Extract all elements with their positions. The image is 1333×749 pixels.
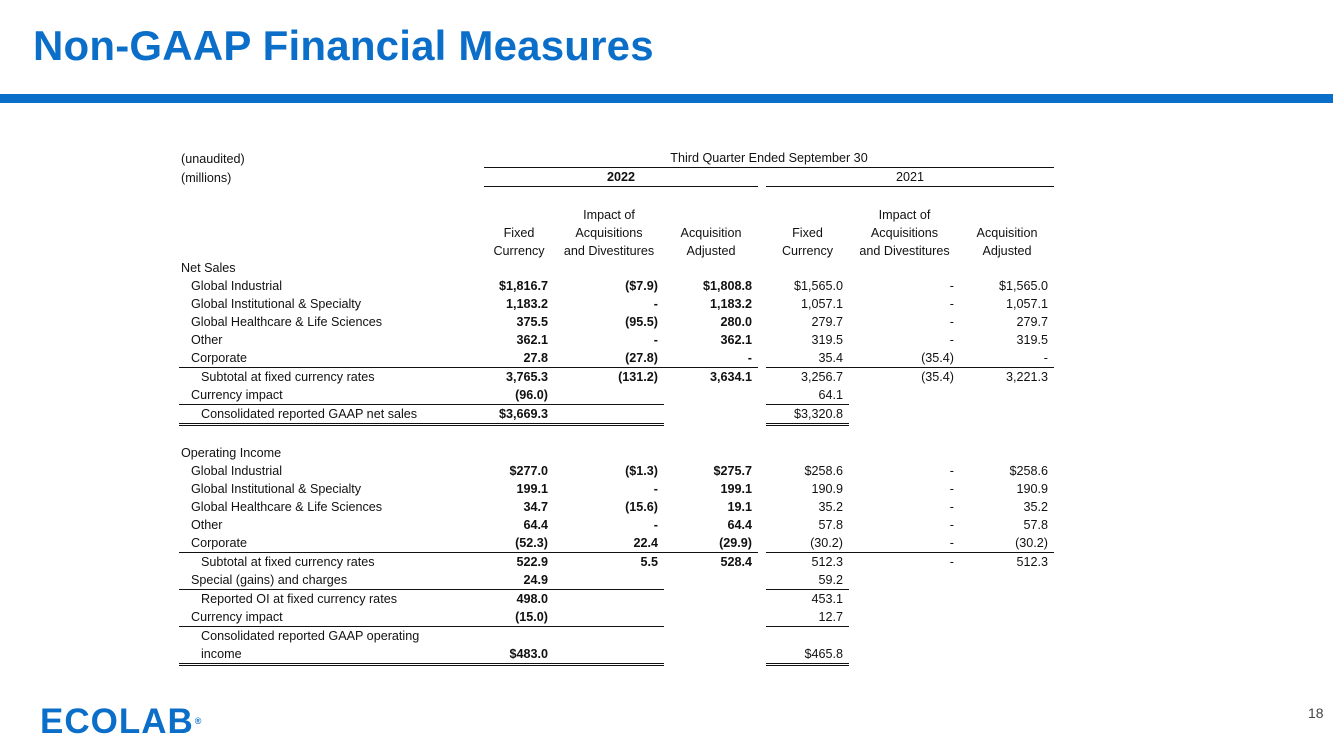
column-header: Acquisition	[976, 226, 1038, 240]
table-cell	[758, 405, 766, 425]
value-cell: (29.9)	[664, 534, 758, 553]
table-cell	[449, 313, 484, 331]
table-cell	[758, 571, 766, 590]
logo-text: ECOLAB	[40, 702, 194, 741]
table-cell	[554, 571, 664, 590]
section-heading: Net Sales	[181, 261, 236, 275]
year-2022-header: 2022	[484, 168, 758, 187]
table-cell	[179, 187, 1054, 206]
table-row	[179, 571, 1054, 590]
table-cell	[449, 277, 484, 295]
row-label: Global Institutional & Specialty	[191, 482, 362, 496]
table-cell	[449, 571, 484, 590]
value-cell: 362.1	[720, 333, 752, 347]
table-cell	[449, 608, 484, 627]
table-cell	[849, 645, 960, 665]
value-cell: $465.8	[766, 645, 849, 665]
table-row	[179, 223, 1054, 241]
table-cell	[758, 295, 766, 313]
table-cell	[449, 553, 484, 572]
table-cell	[758, 241, 766, 259]
year-2021-header: 2021	[766, 168, 1054, 187]
column-header: and Divestitures	[563, 244, 655, 258]
value-cell: -	[664, 349, 758, 368]
value-cell: -	[849, 534, 960, 553]
table-cell	[849, 571, 960, 590]
value-cell: 12.7	[766, 608, 849, 627]
row-label: Other	[191, 333, 223, 347]
table-cell	[449, 349, 484, 368]
millions-label: (millions)	[181, 170, 232, 185]
column-header: Currency	[781, 244, 834, 258]
value-cell: 3,634.1	[709, 370, 752, 384]
column-header: Acquisitions	[575, 226, 643, 240]
table-row	[179, 331, 1054, 349]
value-cell: (131.2)	[618, 370, 658, 384]
value-cell: $3,320.8	[766, 405, 849, 425]
table-cell	[554, 645, 664, 665]
title-underline	[0, 94, 1333, 103]
column-header: Acquisition	[680, 226, 742, 240]
value-cell: (30.2)	[766, 534, 849, 553]
table-cell	[849, 608, 960, 627]
column-header	[664, 205, 758, 223]
column-header: and Divestitures	[859, 244, 950, 258]
value-cell: -	[653, 333, 658, 347]
logo-registered-mark: ®	[194, 716, 202, 726]
value-cell: $3,669.3	[484, 405, 554, 425]
value-cell: ($1.3)	[625, 464, 658, 478]
value-cell: -	[949, 518, 954, 532]
value-cell: -	[949, 315, 954, 329]
section-heading: Operating Income	[181, 446, 282, 460]
row-label: Global Industrial	[191, 279, 283, 293]
table-row	[179, 590, 1054, 609]
row-label: Global Institutional & Specialty	[191, 297, 362, 311]
value-cell: $258.6	[1009, 464, 1048, 478]
value-cell: (35.4)	[849, 349, 960, 368]
table-cell	[449, 480, 484, 498]
page-number: 18	[1308, 705, 1324, 721]
table-cell	[758, 462, 766, 480]
row-label: Corporate	[179, 349, 449, 368]
value-cell: 57.8	[818, 518, 843, 532]
table-cell	[664, 590, 758, 609]
table-cell	[449, 534, 484, 553]
financial-table	[179, 149, 1054, 666]
value-cell: 27.8	[484, 349, 554, 368]
column-header: Impact of	[583, 208, 635, 222]
table-cell	[758, 368, 766, 387]
column-header	[766, 205, 849, 223]
table-row	[179, 241, 1054, 259]
value-cell: $1,816.7	[498, 279, 548, 293]
table-cell	[449, 331, 484, 349]
table-row	[179, 480, 1054, 498]
table-cell	[758, 313, 766, 331]
value-cell: 522.9	[516, 555, 548, 569]
row-label: Global Healthcare & Life Sciences	[191, 500, 383, 514]
table-cell	[758, 349, 766, 368]
row-label: Subtotal at fixed currency rates	[201, 370, 375, 384]
table-cell	[449, 205, 484, 223]
value-cell: $1,808.8	[702, 279, 752, 293]
value-cell: 19.1	[727, 500, 752, 514]
value-cell: -	[653, 518, 658, 532]
value-cell: (35.4)	[921, 370, 954, 384]
value-cell: -	[653, 482, 658, 496]
table-cell	[449, 241, 484, 259]
table-row	[179, 425, 1054, 445]
table-cell	[960, 590, 1054, 609]
column-header: Currency	[493, 244, 545, 258]
table-cell	[849, 405, 960, 425]
table-cell	[960, 645, 1054, 665]
value-cell: 280.0	[720, 315, 752, 329]
table-cell	[758, 553, 766, 572]
table-cell	[664, 608, 758, 627]
row-label: Currency impact	[179, 608, 449, 627]
table-cell	[449, 149, 484, 168]
value-cell: -	[949, 333, 954, 347]
table-cell	[179, 425, 1054, 445]
column-header: Fixed	[503, 226, 535, 240]
value-cell: 453.1	[811, 592, 843, 606]
value-cell: 1,057.1	[1005, 297, 1048, 311]
value-cell: (15.0)	[484, 608, 554, 627]
table-row	[179, 259, 1054, 277]
table-cell	[449, 168, 484, 187]
table-cell	[849, 386, 960, 405]
table-row	[179, 368, 1054, 387]
column-header: Impact of	[878, 208, 931, 222]
table-cell	[758, 277, 766, 295]
table-cell	[758, 534, 766, 553]
table-row	[179, 516, 1054, 534]
value-cell: (30.2)	[960, 534, 1054, 553]
table-cell	[960, 608, 1054, 627]
value-cell: (52.3)	[484, 534, 554, 553]
value-cell: 319.5	[811, 333, 843, 347]
value-cell: 64.4	[523, 518, 548, 532]
table-cell	[758, 480, 766, 498]
table-row	[179, 462, 1054, 480]
table-cell	[179, 223, 449, 241]
table-cell	[554, 405, 664, 425]
table-cell	[449, 516, 484, 534]
table-cell	[179, 241, 449, 259]
value-cell: 57.8	[1023, 518, 1048, 532]
table-cell	[449, 645, 484, 665]
value-cell: 24.9	[484, 571, 554, 590]
table-row	[179, 498, 1054, 516]
value-cell: (96.0)	[484, 386, 554, 405]
table-cell	[758, 205, 766, 223]
table-cell	[449, 590, 484, 609]
table-row	[179, 608, 1054, 627]
value-cell: $275.7	[713, 464, 752, 478]
table-row	[179, 187, 1054, 206]
row-label: Reported OI at fixed currency rates	[201, 592, 397, 606]
table-row	[179, 534, 1054, 553]
value-cell: $1,565.0	[998, 279, 1048, 293]
column-header: Adjusted	[982, 244, 1032, 258]
value-cell: -	[949, 555, 954, 569]
value-cell: $277.0	[509, 464, 548, 478]
table-cell	[664, 386, 758, 405]
row-label: Currency impact	[179, 386, 449, 405]
table-row	[179, 295, 1054, 313]
table-cell	[758, 168, 766, 187]
table-cell	[960, 405, 1054, 425]
table-cell	[449, 462, 484, 480]
value-cell: 34.7	[523, 500, 548, 514]
value-cell: 362.1	[516, 333, 548, 347]
table-row	[179, 444, 1054, 462]
table-cell	[449, 368, 484, 387]
value-cell: 498.0	[516, 592, 548, 606]
row-label: Consolidated reported GAAP net sales	[179, 405, 449, 425]
value-cell: -	[949, 464, 954, 478]
period-header: Third Quarter Ended September 30	[484, 149, 1054, 168]
value-cell: 512.3	[811, 555, 843, 569]
column-header: Adjusted	[686, 244, 736, 258]
ecolab-logo	[40, 704, 201, 739]
row-label: Subtotal at fixed currency rates	[201, 555, 375, 569]
value-cell: 279.7	[1016, 315, 1048, 329]
value-cell: 35.4	[766, 349, 849, 368]
row-label: Other	[191, 518, 223, 532]
row-label: Corporate	[179, 534, 449, 553]
table-cell	[960, 571, 1054, 590]
table-cell	[758, 498, 766, 516]
value-cell: $1,565.0	[793, 279, 843, 293]
table-cell	[554, 608, 664, 627]
value-cell: 1,183.2	[709, 297, 752, 311]
value-cell: 1,183.2	[505, 297, 548, 311]
value-cell: -	[653, 297, 658, 311]
value-cell: 512.3	[1016, 555, 1048, 569]
value-cell: 190.9	[1016, 482, 1048, 496]
row-label: Special (gains) and charges	[179, 571, 449, 590]
table-row	[179, 349, 1054, 368]
value-cell: 279.7	[811, 315, 843, 329]
table-cell	[758, 386, 766, 405]
table-cell	[449, 223, 484, 241]
table-row	[179, 645, 1054, 665]
table-cell	[449, 405, 484, 425]
table-cell	[664, 405, 758, 425]
table-cell	[758, 590, 766, 609]
value-cell: 190.9	[811, 482, 843, 496]
value-cell: -	[949, 500, 954, 514]
table-cell	[179, 205, 449, 223]
table-cell	[554, 386, 664, 405]
table-cell	[664, 571, 758, 590]
value-cell: 3,256.7	[800, 370, 843, 384]
value-cell: 35.2	[818, 500, 843, 514]
value-cell: 22.4	[554, 534, 664, 553]
value-cell: 35.2	[1023, 500, 1048, 514]
value-cell: -	[949, 279, 954, 293]
value-cell: (15.6)	[625, 500, 658, 514]
value-cell: 59.2	[766, 571, 849, 590]
value-cell: 319.5	[1016, 333, 1048, 347]
table-row	[179, 405, 1054, 425]
table-row	[179, 553, 1054, 572]
table-cell	[758, 516, 766, 534]
value-cell: 375.5	[516, 315, 548, 329]
table-cell	[449, 498, 484, 516]
value-cell: $258.6	[804, 464, 843, 478]
table-cell	[758, 645, 766, 665]
column-header	[484, 205, 554, 223]
value-cell: -	[949, 297, 954, 311]
table-cell	[664, 645, 758, 665]
value-cell: -	[960, 349, 1054, 368]
value-cell: 528.4	[720, 555, 752, 569]
table-cell	[960, 386, 1054, 405]
value-cell: -	[949, 482, 954, 496]
value-cell: 64.1	[766, 386, 849, 405]
value-cell: 3,221.3	[1005, 370, 1048, 384]
table-row	[179, 627, 1054, 646]
value-cell: (95.5)	[625, 315, 658, 329]
table-cell	[758, 608, 766, 627]
table-row	[179, 205, 1054, 223]
page-title: Non-GAAP Financial Measures	[33, 22, 654, 69]
row-label: Consolidated reported GAAP operating	[201, 629, 420, 643]
table-row	[179, 168, 1054, 187]
value-cell: ($7.9)	[625, 279, 658, 293]
column-header: Fixed	[792, 226, 823, 240]
table-row	[179, 313, 1054, 331]
unaudited-label: (unaudited)	[181, 151, 245, 166]
row-label: Global Industrial	[191, 464, 283, 478]
table-cell	[758, 223, 766, 241]
table-row	[179, 149, 1054, 168]
column-header: Acquisitions	[870, 226, 939, 240]
table-cell	[758, 331, 766, 349]
value-cell: $483.0	[484, 645, 554, 665]
value-cell: 3,765.3	[505, 370, 548, 384]
value-cell: 1,057.1	[800, 297, 843, 311]
table-cell	[849, 590, 960, 609]
table-cell	[554, 590, 664, 609]
value-cell: 64.4	[727, 518, 752, 532]
table-cell	[449, 386, 484, 405]
value-cell: 5.5	[640, 555, 658, 569]
value-cell: 199.1	[720, 482, 752, 496]
value-cell: (27.8)	[554, 349, 664, 368]
row-label: income	[179, 645, 449, 665]
column-header	[960, 205, 1054, 223]
value-cell: 199.1	[516, 482, 548, 496]
table-row	[179, 277, 1054, 295]
table-row	[179, 386, 1054, 405]
row-label: Global Healthcare & Life Sciences	[191, 315, 383, 329]
table-cell	[449, 295, 484, 313]
